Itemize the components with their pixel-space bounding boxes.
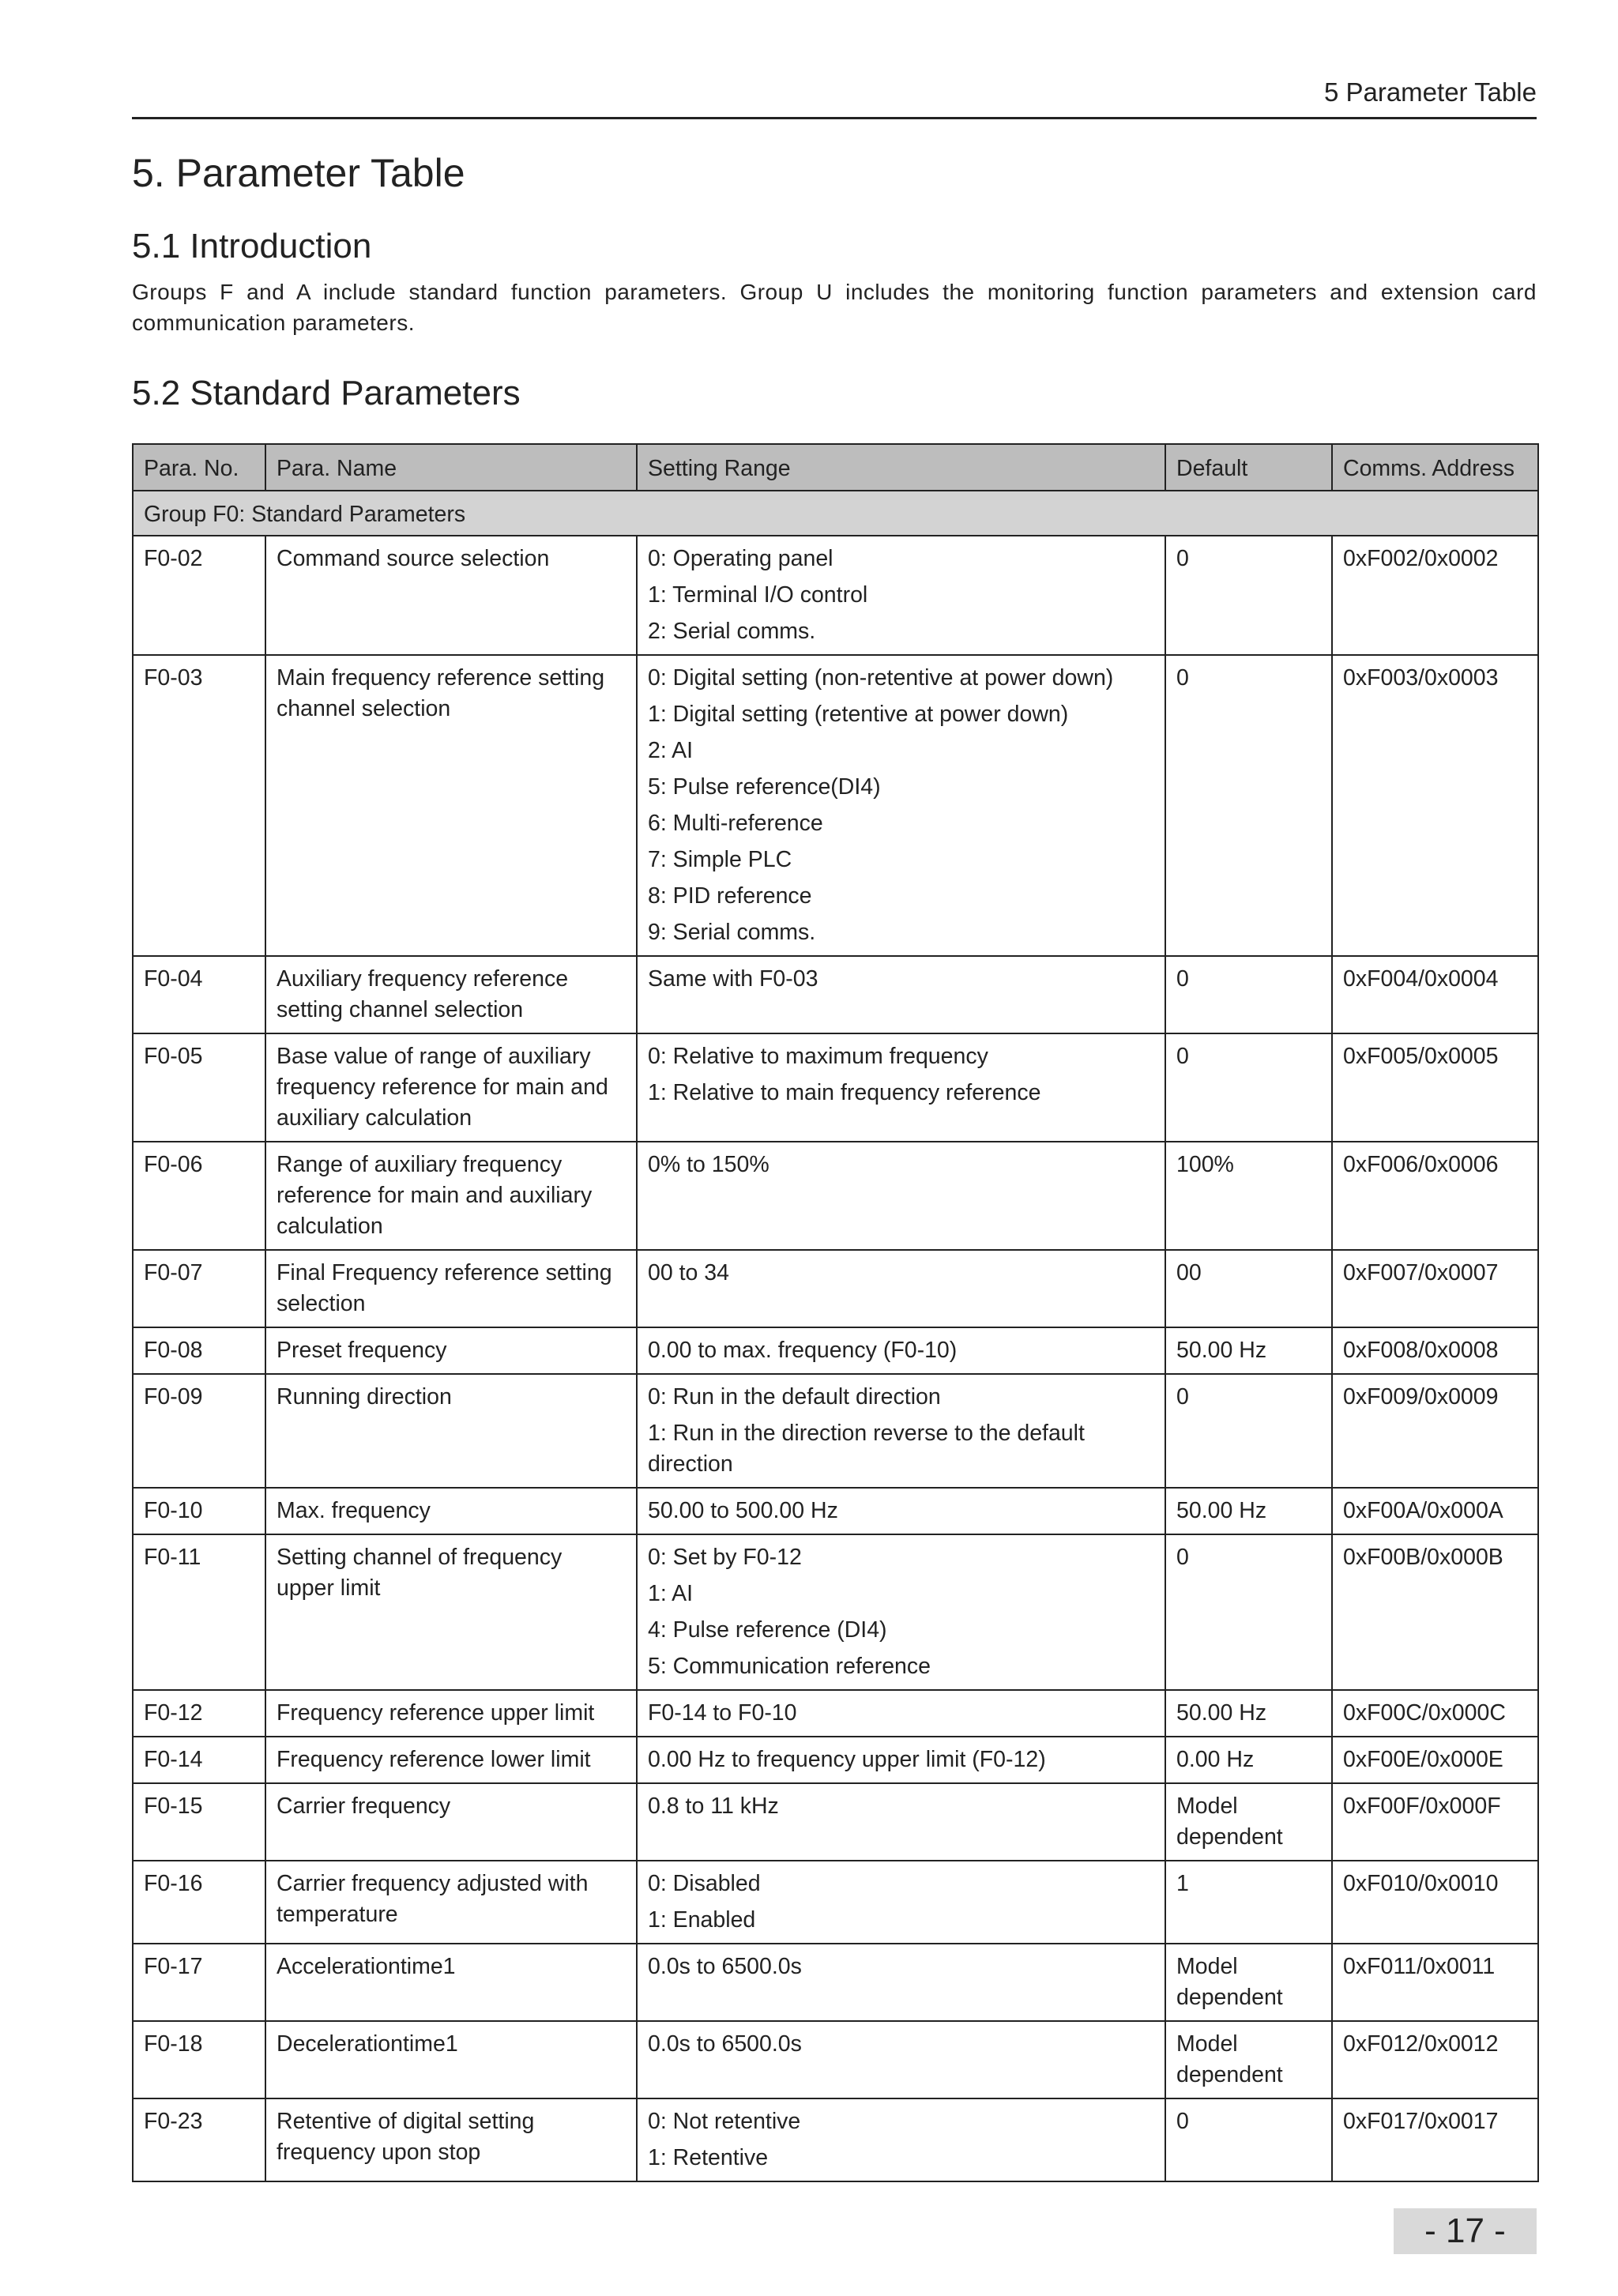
cell-default: Model dependent [1165, 1783, 1332, 1861]
setting-option: 00 to 34 [648, 1260, 730, 1285]
cell-setting-range [637, 1534, 1165, 1690]
parameter-table-body [133, 491, 1538, 2181]
cell-para-no: F0-14 [133, 1737, 265, 1783]
cell-setting-range [637, 655, 1165, 956]
column-header-para-no: Para. No. [133, 444, 265, 491]
setting-option: 1: Enabled [648, 1907, 756, 1933]
setting-option: 50.00 to 500.00 Hz [648, 1498, 838, 1523]
cell-default: 0 [1165, 655, 1332, 956]
header-rule [132, 117, 1537, 119]
table-row [133, 1142, 1538, 1250]
cell-comms-address: 0xF010/0x0010 [1332, 1861, 1538, 1944]
cell-comms-address: 0xF006/0x0006 [1332, 1142, 1538, 1250]
cell-para-no: F0-02 [133, 536, 265, 655]
table-row [133, 2098, 1538, 2181]
group-row [133, 491, 1538, 536]
cell-setting-range [637, 2098, 1165, 2181]
table-row [133, 1488, 1538, 1534]
running-header: 5 Parameter Table [1323, 77, 1537, 107]
cell-comms-address: 0xF017/0x0017 [1332, 2098, 1538, 2181]
cell-para-name: Command source selection [265, 536, 637, 655]
cell-default: 0 [1165, 536, 1332, 655]
setting-option: 0: Run in the default direction [648, 1384, 941, 1410]
setting-option: Same with F0-03 [648, 966, 818, 992]
setting-option: 0.00 to max. frequency (F0-10) [648, 1338, 958, 1363]
cell-para-name: Main frequency reference setting channel selection [265, 655, 637, 956]
introduction-paragraph: Groups F and A include standard function parameters. Group U includes the monitoring function parameters and extension card communication parameters. [132, 280, 1537, 335]
table-row [133, 1327, 1538, 1374]
cell-comms-address: 0xF009/0x0009 [1332, 1374, 1538, 1488]
cell-default: 50.00 Hz [1165, 1327, 1332, 1374]
table-row [133, 1534, 1538, 1690]
cell-setting-range [637, 1142, 1165, 1250]
cell-default: 0 [1165, 1534, 1332, 1690]
table-row [133, 1861, 1538, 1944]
cell-setting-range [637, 1374, 1165, 1488]
cell-para-name: Running direction [265, 1374, 637, 1488]
table-row [133, 1374, 1538, 1488]
page-title: 5. Parameter Table [132, 151, 465, 195]
page-number: - 17 - [1394, 2208, 1537, 2254]
section-heading-standard-parameters: 5.2 Standard Parameters [132, 374, 521, 412]
cell-setting-range [637, 1250, 1165, 1327]
cell-para-name: Base value of range of auxiliary frequency reference for main and auxiliary calculation [265, 1033, 637, 1142]
cell-para-no: F0-23 [133, 2098, 265, 2181]
setting-option: 6: Multi-reference [648, 811, 823, 836]
cell-setting-range [637, 1944, 1165, 2021]
setting-option: F0-14 to F0-10 [648, 1700, 797, 1726]
table-row [133, 956, 1538, 1033]
setting-option: 0: Relative to maximum frequency [648, 1044, 988, 1069]
setting-option: 0: Operating panel [648, 546, 833, 571]
cell-para-name: Carrier frequency [265, 1783, 637, 1861]
cell-default: 100% [1165, 1142, 1332, 1250]
column-header-para-name: Para. Name [265, 444, 637, 491]
cell-para-no: F0-18 [133, 2021, 265, 2098]
cell-comms-address: 0xF005/0x0005 [1332, 1033, 1538, 1142]
column-header-default: Default [1165, 444, 1332, 491]
cell-default: Model dependent [1165, 1944, 1332, 2021]
cell-para-name: Frequency reference lower limit [265, 1737, 637, 1783]
cell-para-no: F0-03 [133, 655, 265, 956]
cell-para-no: F0-16 [133, 1861, 265, 1944]
setting-option: 0.8 to 11 kHz [648, 1794, 779, 1819]
cell-comms-address: 0xF002/0x0002 [1332, 536, 1538, 655]
setting-option: 1: Terminal I/O control [648, 582, 868, 608]
setting-option: 5: Pulse reference(DI4) [648, 774, 881, 800]
cell-comms-address: 0xF011/0x0011 [1332, 1944, 1538, 2021]
table-row [133, 1033, 1538, 1142]
setting-option: 1: Relative to main frequency reference [648, 1080, 1041, 1105]
setting-option: 0: Digital setting (non-retentive at power down) [648, 665, 1114, 691]
cell-para-name: Auxiliary frequency reference setting channel selection [265, 956, 637, 1033]
cell-para-name: Preset frequency [265, 1327, 637, 1374]
cell-para-name: Decelerationtime1 [265, 2021, 637, 2098]
cell-setting-range [637, 1690, 1165, 1737]
column-header-comms-address: Comms. Address [1332, 444, 1538, 491]
parameter-table [132, 443, 1539, 2182]
setting-option: 0.0s to 6500.0s [648, 2031, 802, 2057]
cell-default: 00 [1165, 1250, 1332, 1327]
cell-para-name: Range of auxiliary frequency reference for main and auxiliary calculation [265, 1142, 637, 1250]
table-row [133, 2021, 1538, 2098]
cell-setting-range [637, 1327, 1165, 1374]
setting-option: 1: Retentive [648, 2145, 769, 2170]
setting-option: 1: AI [648, 1581, 694, 1606]
cell-para-no: F0-06 [133, 1142, 265, 1250]
setting-option: 2: Serial comms. [648, 619, 816, 644]
setting-option: 0.00 Hz to frequency upper limit (F0-12) [648, 1747, 1046, 1772]
cell-para-no: F0-11 [133, 1534, 265, 1690]
cell-comms-address: 0xF00A/0x000A [1332, 1488, 1538, 1534]
cell-comms-address: 0xF003/0x0003 [1332, 655, 1538, 956]
table-row [133, 655, 1538, 956]
cell-para-no: F0-10 [133, 1488, 265, 1534]
cell-default: 0 [1165, 2098, 1332, 2181]
cell-para-no: F0-07 [133, 1250, 265, 1327]
cell-para-no: F0-05 [133, 1033, 265, 1142]
cell-default: 50.00 Hz [1165, 1690, 1332, 1737]
setting-option: 7: Simple PLC [648, 847, 792, 872]
section-heading-introduction: 5.1 Introduction [132, 227, 372, 265]
cell-para-name: Accelerationtime1 [265, 1944, 637, 2021]
cell-comms-address: 0xF00C/0x000C [1332, 1690, 1538, 1737]
cell-default: 1 [1165, 1861, 1332, 1944]
table-row [133, 536, 1538, 655]
column-header-setting-range: Setting Range [637, 444, 1165, 491]
cell-para-name: Max. frequency [265, 1488, 637, 1534]
cell-comms-address: 0xF00B/0x000B [1332, 1534, 1538, 1690]
cell-comms-address: 0xF00E/0x000E [1332, 1737, 1538, 1783]
cell-para-name: Final Frequency reference setting selection [265, 1250, 637, 1327]
cell-comms-address: 0xF004/0x0004 [1332, 956, 1538, 1033]
setting-option: 9: Serial comms. [648, 920, 816, 945]
table-header-row [133, 444, 1538, 491]
cell-default: 0 [1165, 1374, 1332, 1488]
setting-option: 0.0s to 6500.0s [648, 1954, 802, 1979]
cell-para-no: F0-09 [133, 1374, 265, 1488]
cell-setting-range [637, 1861, 1165, 1944]
group-label: Group F0: Standard Parameters [133, 491, 1538, 536]
cell-para-no: F0-12 [133, 1690, 265, 1737]
cell-default: Model dependent [1165, 2021, 1332, 2098]
table-row [133, 1690, 1538, 1737]
cell-comms-address: 0xF00F/0x000F [1332, 1783, 1538, 1861]
table-row [133, 1944, 1538, 2021]
cell-setting-range [637, 1783, 1165, 1861]
setting-option: 0: Set by F0-12 [648, 1545, 802, 1570]
cell-setting-range [637, 1033, 1165, 1142]
setting-option: 4: Pulse reference (DI4) [648, 1617, 887, 1643]
cell-comms-address: 0xF007/0x0007 [1332, 1250, 1538, 1327]
cell-comms-address: 0xF008/0x0008 [1332, 1327, 1538, 1374]
setting-option: 0: Not retentive [648, 2109, 801, 2134]
table-row [133, 1250, 1538, 1327]
cell-para-no: F0-17 [133, 1944, 265, 2021]
setting-option: 2: AI [648, 738, 694, 763]
table-row [133, 1783, 1538, 1861]
cell-default: 0.00 Hz [1165, 1737, 1332, 1783]
table-row [133, 1737, 1538, 1783]
cell-default: 0 [1165, 956, 1332, 1033]
cell-setting-range [637, 2021, 1165, 2098]
cell-para-no: F0-04 [133, 956, 265, 1033]
cell-para-name: Retentive of digital setting frequency upon stop [265, 2098, 637, 2181]
cell-comms-address: 0xF012/0x0012 [1332, 2021, 1538, 2098]
setting-option: 8: PID reference [648, 883, 812, 909]
cell-setting-range [637, 536, 1165, 655]
cell-para-name: Frequency reference upper limit [265, 1690, 637, 1737]
cell-para-no: F0-08 [133, 1327, 265, 1374]
setting-option: 5: Communication reference [648, 1654, 931, 1679]
cell-default: 0 [1165, 1033, 1332, 1142]
cell-para-name: Setting channel of frequency upper limit [265, 1534, 637, 1690]
setting-option: 1: Run in the direction reverse to the default direction [648, 1421, 1085, 1477]
cell-para-name: Carrier frequency adjusted with temperature [265, 1861, 637, 1944]
setting-option: 1: Digital setting (retentive at power down) [648, 702, 1069, 727]
cell-setting-range [637, 1488, 1165, 1534]
cell-default: 50.00 Hz [1165, 1488, 1332, 1534]
setting-option: 0% to 150% [648, 1152, 769, 1177]
cell-setting-range [637, 1737, 1165, 1783]
setting-option: 0: Disabled [648, 1871, 761, 1896]
cell-para-no: F0-15 [133, 1783, 265, 1861]
cell-setting-range [637, 956, 1165, 1033]
